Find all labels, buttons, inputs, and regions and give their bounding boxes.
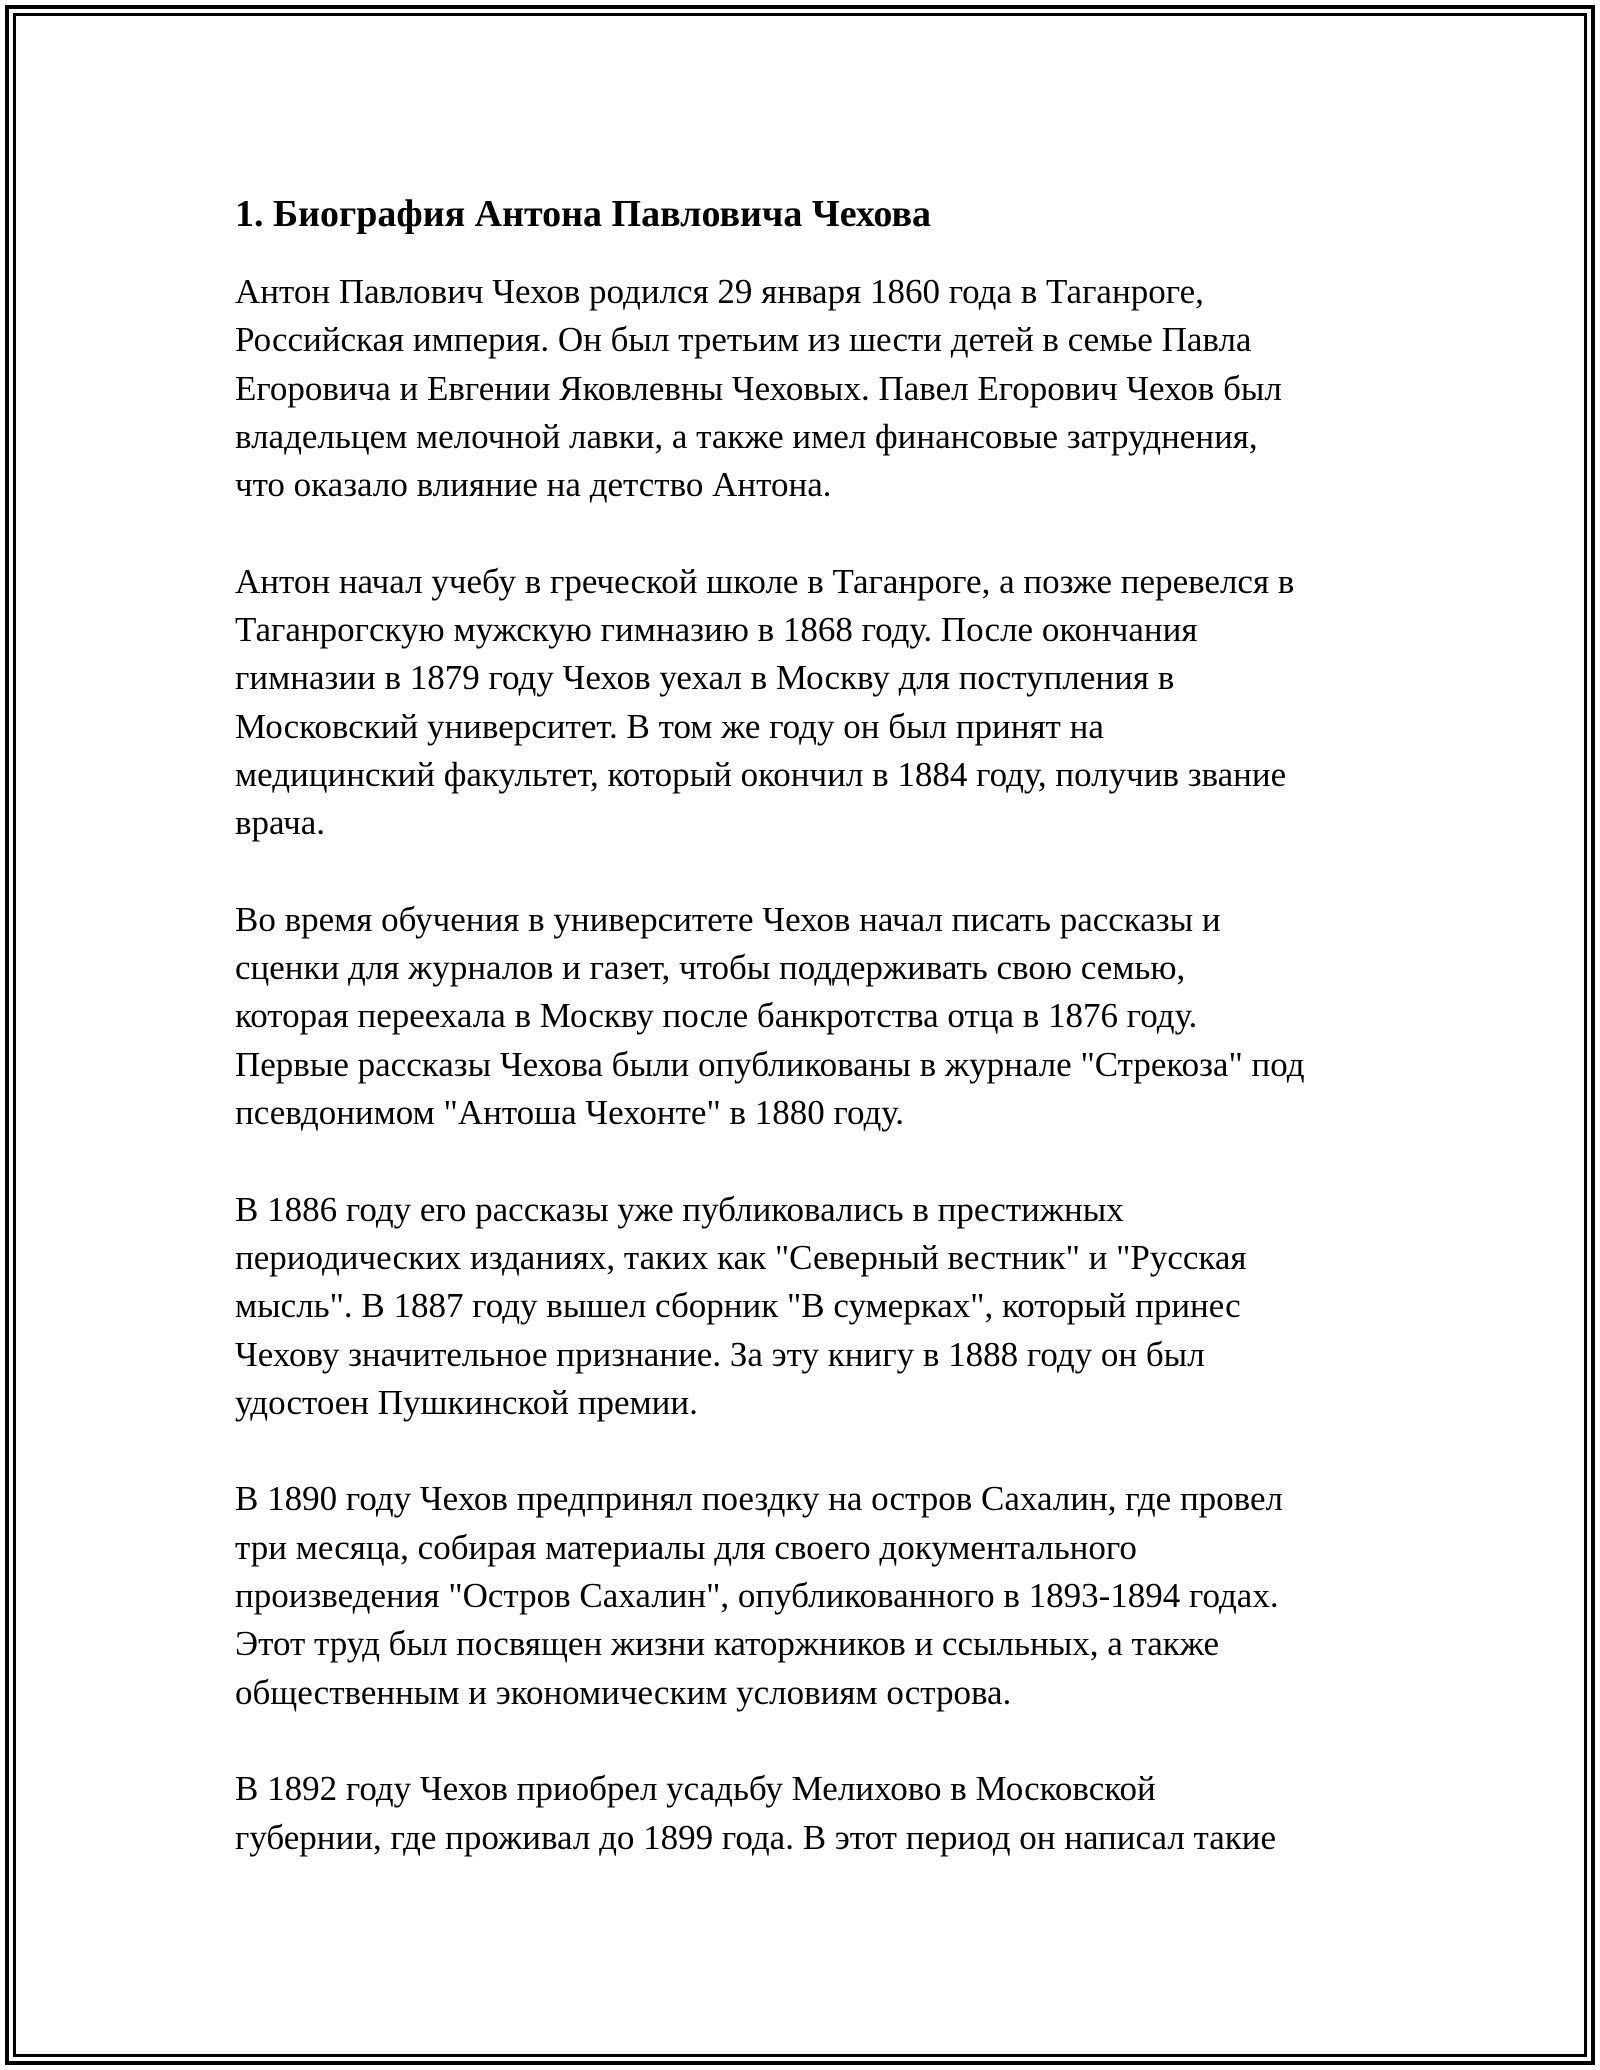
text-line: которая переехала в Москву после банкротства отца в 1876 году. — [235, 996, 1198, 1036]
paragraph-4 — [235, 1186, 1435, 1427]
paragraph-6 — [235, 1765, 1435, 1862]
text-line: Антон начал учебу в греческой школе в Таганроге, а позже перевелся в — [235, 561, 1295, 601]
text-line: врача. — [235, 803, 326, 843]
document-body — [235, 190, 1435, 1910]
text-line: медицинский факультет, который окончил в 1884 году, получив звание — [235, 754, 1287, 794]
paragraph-2 — [235, 558, 1435, 848]
text-line: Антон Павлович Чехов родился 29 января 1860 года в Таганроге, — [235, 272, 1204, 311]
text-line: Чехову значительное признание. За эту книгу в 1888 году он был — [235, 1334, 1205, 1374]
text-line: что оказало влияние на детство Антона. — [235, 465, 832, 505]
text-line: общественным и экономическим условиям острова. — [235, 1672, 1012, 1712]
text-line: три месяца, собирая материалы для своего документального — [235, 1527, 1137, 1567]
text-line: удостоен Пушкинской премии. — [235, 1382, 698, 1422]
document-heading: 1. Биография Антона Павловича Чехова — [235, 193, 931, 235]
text-line: периодических изданиях, таких как "Северный вестник" и "Русская — [235, 1237, 1247, 1277]
text-line: В 1886 году его рассказы уже публиковались в престижных — [235, 1189, 1124, 1229]
text-line: произведения "Остров Сахалин", опубликованного в 1893-1894 годах. — [235, 1576, 1279, 1616]
paragraph-5 — [235, 1475, 1435, 1716]
text-line: В 1890 году Чехов предпринял поездку на остров Сахалин, где провел — [235, 1479, 1284, 1519]
text-line: сценки для журналов и газет, чтобы поддерживать свою семью, — [235, 948, 1186, 988]
text-line: В 1892 году Чехов приобрел усадьбу Мелихово в Московской — [235, 1769, 1156, 1809]
text-line: Егоровича и Евгении Яковлевны Чеховых. Павел Егорович Чехов был — [235, 368, 1282, 408]
text-line: Таганрогскую мужскую гимназию в 1868 году. После окончания — [235, 610, 1198, 650]
text-line: псевдонимом "Антоша Чехонте" в 1880 году. — [235, 1093, 905, 1133]
text-line: владельцем мелочной лавки, а также имел финансовые затруднения, — [235, 416, 1258, 456]
text-line: Московский университет. В том же году он был принят на — [235, 706, 1104, 746]
text-line: Российская империя. Он был третьим из шести детей в семье Павла — [235, 320, 1252, 360]
paragraph-3 — [235, 896, 1435, 1137]
text-line: Во время обучения в университете Чехов начал писать рассказы и — [235, 899, 1221, 939]
text-line: Этот труд был посвящен жизни каторжников и ссыльных, а также — [235, 1624, 1220, 1664]
text-line: мысль". В 1887 году вышел сборник "В сумерках", который принес — [235, 1286, 1241, 1326]
text-line: губернии, где проживал до 1899 года. В этот период он написал такие — [235, 1817, 1277, 1857]
text-line: гимназии в 1879 году Чехов уехал в Москву для поступления в — [235, 658, 1175, 698]
paragraph-1 — [235, 268, 1435, 509]
text-line: Первые рассказы Чехова были опубликованы в журнале "Стрекоза" под — [235, 1044, 1305, 1084]
